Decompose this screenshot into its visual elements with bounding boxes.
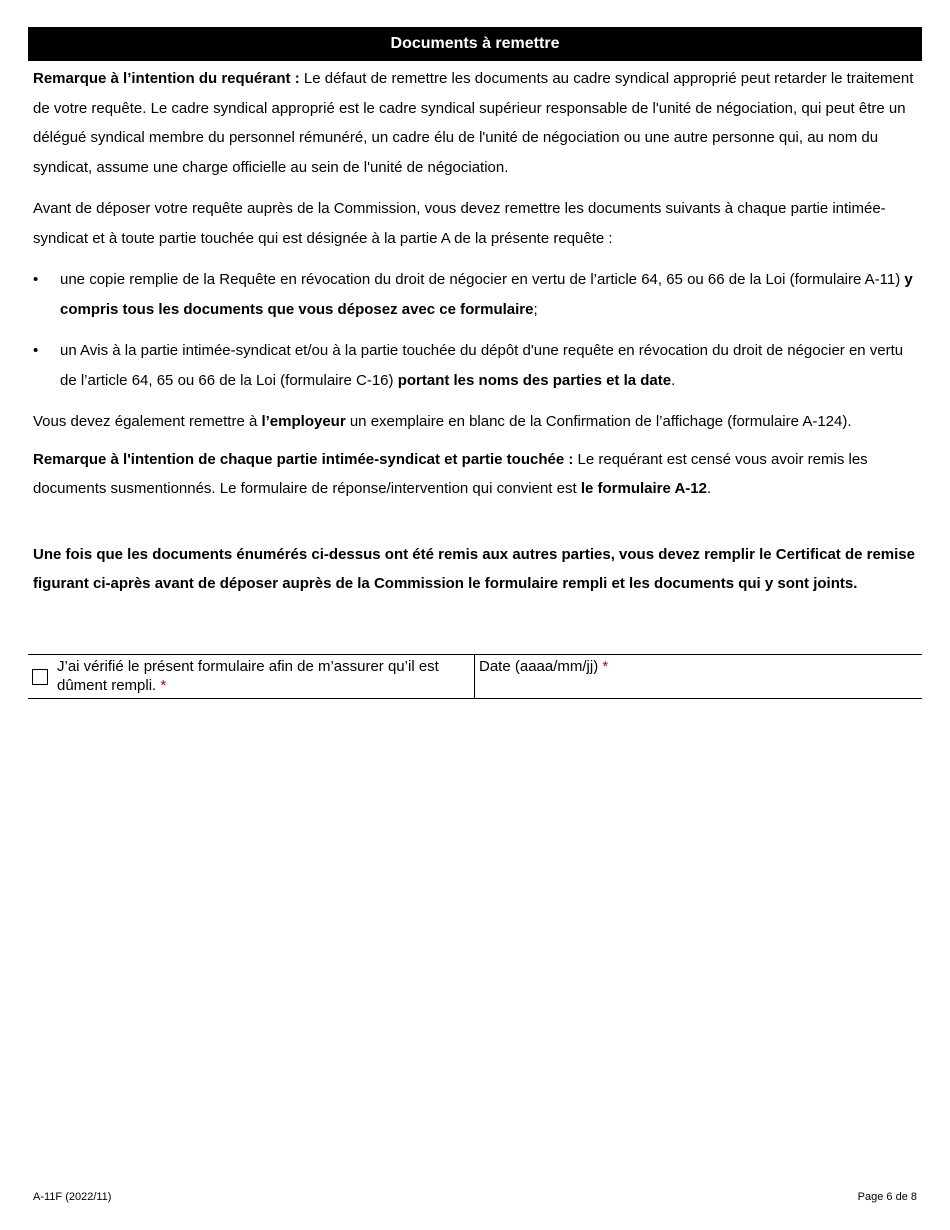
verification-row bbox=[28, 654, 922, 699]
respondent-note bbox=[33, 445, 923, 504]
respondent-note-heading: Remarque à l'intention de chaque partie intimée-syndicat et partie touchée : bbox=[33, 450, 574, 468]
employer-emphasis: l’employeur bbox=[261, 413, 346, 430]
bullet-icon: • bbox=[33, 342, 39, 359]
respondent-note-end: . bbox=[706, 480, 712, 497]
list-item-end: . bbox=[671, 371, 676, 389]
delivery-instruction: Avant de déposer votre requête auprès de la Commission, vous devez remettre les documents suivants à chaque partie intimée-syndicat et à toute partie touchée qui est désignée à la partie A de la présente requête : bbox=[33, 200, 886, 247]
date-label-text: Date (aaaa/mm/jj) bbox=[479, 658, 599, 675]
verification-label-text: J’ai vérifié le présent formulaire afin de m’assurer qu’il est dûment rempli. bbox=[57, 658, 439, 694]
employer-instruction bbox=[33, 407, 923, 437]
applicant-note-text: Le défaut de remettre les documents au cadre syndical approprié peut retarder le traitement de votre requête. Le cadre syndical approprié est le cadre syndical supérieur responsable de l'unité de négociation, qui peut être un délégué syndical membre du personnel rémunéré, un cadre élu de l'unité de négociation ou une autre personne qui, au nom du syndicat, assume une charge officielle au sein de l'unité de négociation. bbox=[33, 70, 914, 176]
employer-instruction-text-end: un exemplaire en blanc de la Confirmation de l’affichage (formulaire A-124). bbox=[345, 413, 852, 430]
applicant-note-heading: Remarque à l’intention du requérant : bbox=[33, 70, 300, 87]
required-marker: * bbox=[160, 677, 167, 694]
bullet-icon: • bbox=[33, 271, 39, 288]
list-item-emphasis: portant les noms des parties et la date bbox=[397, 371, 672, 389]
list-item-text: une copie remplie de la Requête en révocation du droit de négocier en vertu de l’article 64, 65 ou 66 de la Loi (formulaire A-11) bbox=[60, 271, 905, 288]
respondent-note-text: Le requérant est censé vous avoir remis les documents susmentionnés. Le formulaire de réponse/intervention qui convient est bbox=[33, 450, 868, 497]
verification-checkbox[interactable] bbox=[32, 669, 48, 685]
certificate-instruction: Une fois que les documents énumérés ci-dessus ont été remis aux autres parties, vous devez remplir le Certificat de remise figurant ci-après avant de déposer auprès de la Commission le formulaire rempli et les documents qui y sont joints. bbox=[33, 545, 915, 592]
date-cell bbox=[475, 655, 922, 698]
list-item bbox=[33, 265, 923, 324]
list-item-emphasis: y compris tous les documents que vous déposez avec ce formulaire bbox=[60, 271, 913, 318]
response-form-name: le formulaire A-12 bbox=[580, 480, 707, 497]
form-code: A-11F (2022/11) bbox=[33, 1191, 112, 1203]
list-item-text: un Avis à la partie intimée-syndicat et/ou à la partie touchée du dépôt d'une requête en révocation du droit de négocier en vertu de l’article 64, 65 ou 66 de la Loi (formulaire C-16) bbox=[60, 342, 904, 389]
applicant-note bbox=[33, 64, 923, 182]
page-number: Page 6 de 8 bbox=[857, 1191, 917, 1203]
verification-label bbox=[57, 657, 467, 695]
section-header bbox=[28, 27, 922, 61]
list-item-end: ; bbox=[533, 300, 538, 318]
verification-cell bbox=[28, 655, 475, 698]
section-title: Documents à remettre bbox=[390, 35, 560, 52]
date-field[interactable] bbox=[479, 677, 913, 697]
required-marker: * bbox=[602, 658, 609, 675]
employer-instruction-text: Vous devez également remettre à bbox=[33, 413, 262, 430]
date-label bbox=[479, 657, 608, 676]
instructions bbox=[33, 64, 923, 599]
list-item bbox=[33, 336, 923, 395]
